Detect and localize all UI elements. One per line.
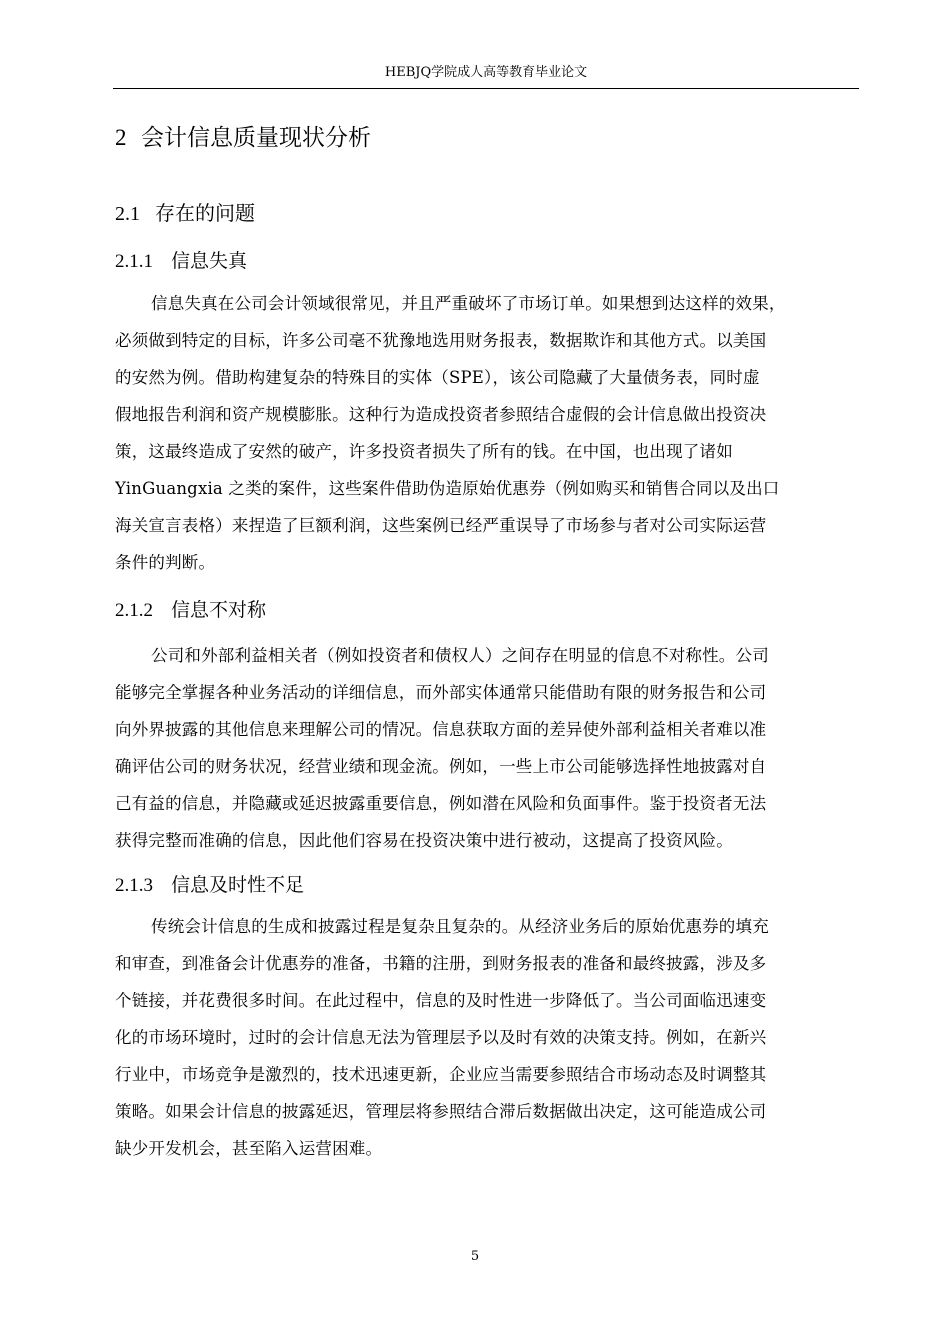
chapter-title: 会计信息质量现状分析 xyxy=(141,125,371,151)
subsection-heading xyxy=(115,247,247,276)
text-line: 公司和外部利益相关者（例如投资者和债权人）之间存在明显的信息不对称性。公司 xyxy=(151,646,769,665)
page-number: 5 xyxy=(470,1249,480,1264)
section-heading xyxy=(115,198,255,229)
text-line: 向外界披露的其他信息来理解公司的情况。信息获取方面的差异使外部利益相关者难以准 xyxy=(115,720,767,739)
subsection-number: 2.1.2 xyxy=(115,600,153,621)
subsection-number: 2.1.3 xyxy=(115,875,153,896)
subsection-heading xyxy=(115,871,304,900)
text-line: 必须做到特定的目标，许多公司毫不犹豫地选用财务报表，数据欺诈和其他方式。以美国 xyxy=(115,331,767,350)
text-line: 传统会计信息的生成和披露过程是复杂且复杂的。从经济业务后的原始优惠券的填充 xyxy=(151,917,769,936)
subsection-title: 信息不对称 xyxy=(171,599,267,621)
page-header xyxy=(113,60,859,89)
paragraph xyxy=(115,637,859,859)
paragraph xyxy=(115,285,859,581)
text-line: YinGuangxia 之类的案件，这些案件借助伪造原始优惠券（例如购买和销售合同以及出口 xyxy=(115,479,780,498)
text-line: 个链接，并花费很多时间。在此过程中，信息的及时性进一步降低了。当公司面临迅速变 xyxy=(115,991,767,1010)
subsection-heading xyxy=(115,596,266,625)
subsection-number: 2.1.1 xyxy=(115,251,153,272)
text-line: 获得完整而准确的信息，因此他们容易在投资决策中进行被动，这提高了投资风险。 xyxy=(115,831,733,850)
text-line: 策略。如果会计信息的披露延迟，管理层将参照结合滞后数据做出决定，这可能造成公司 xyxy=(115,1102,767,1121)
subsection-title: 信息及时性不足 xyxy=(171,874,305,896)
text-line: 条件的判断。 xyxy=(115,553,216,572)
text-line: 的安然为例。借助构建复杂的特殊目的实体（SPE），该公司隐藏了大量债务表，同时虚 xyxy=(115,368,760,387)
header-title: HEBJQ学院成人高等教育毕业论文 xyxy=(384,65,588,80)
text-line: 和审查，到准备会计优惠券的准备，书籍的注册，到财务报表的准备和最终披露，涉及多 xyxy=(115,954,767,973)
text-line: 行业中，市场竞争是激烈的，技术迅速更新，企业应当需要参照结合市场动态及时调整其 xyxy=(115,1065,767,1084)
text-line: 策，这最终造成了安然的破产，许多投资者损失了所有的钱。在中国，也出现了诸如 xyxy=(115,442,733,461)
text-line: 海关宣言表格）来捏造了巨额利润，这些案例已经严重误导了市场参与者对公司实际运营 xyxy=(115,516,767,535)
paragraph xyxy=(115,908,859,1167)
text-line: 假地报告利润和资产规模膨胀。这种行为造成投资者参照结合虚假的会计信息做出投资决 xyxy=(115,405,767,424)
text-line: 化的市场环境时，过时的会计信息无法为管理层予以及时有效的决策支持。例如，在新兴 xyxy=(115,1028,767,1047)
text-line: 己有益的信息，并隐藏或延迟披露重要信息，例如潜在风险和负面事件。鉴于投资者无法 xyxy=(115,794,767,813)
section-number: 2.1 xyxy=(115,203,140,225)
chapter-number: 2 xyxy=(115,125,127,150)
text-line: 信息失真在公司会计领域很常见，并且严重破坏了市场订单。如果想到达这样的效果， xyxy=(151,294,786,313)
section-title: 存在的问题 xyxy=(155,201,255,225)
text-line: 缺少开发机会，甚至陷入运营困难。 xyxy=(115,1139,383,1158)
chapter-heading xyxy=(115,122,371,154)
text-line: 能够完全掌握各种业务活动的详细信息，而外部实体通常只能借助有限的财务报告和公司 xyxy=(115,683,767,702)
subsection-title: 信息失真 xyxy=(171,250,248,272)
text-line: 确评估公司的财务状况，经营业绩和现金流。例如，一些上市公司能够选择性地披露对自 xyxy=(115,757,767,776)
